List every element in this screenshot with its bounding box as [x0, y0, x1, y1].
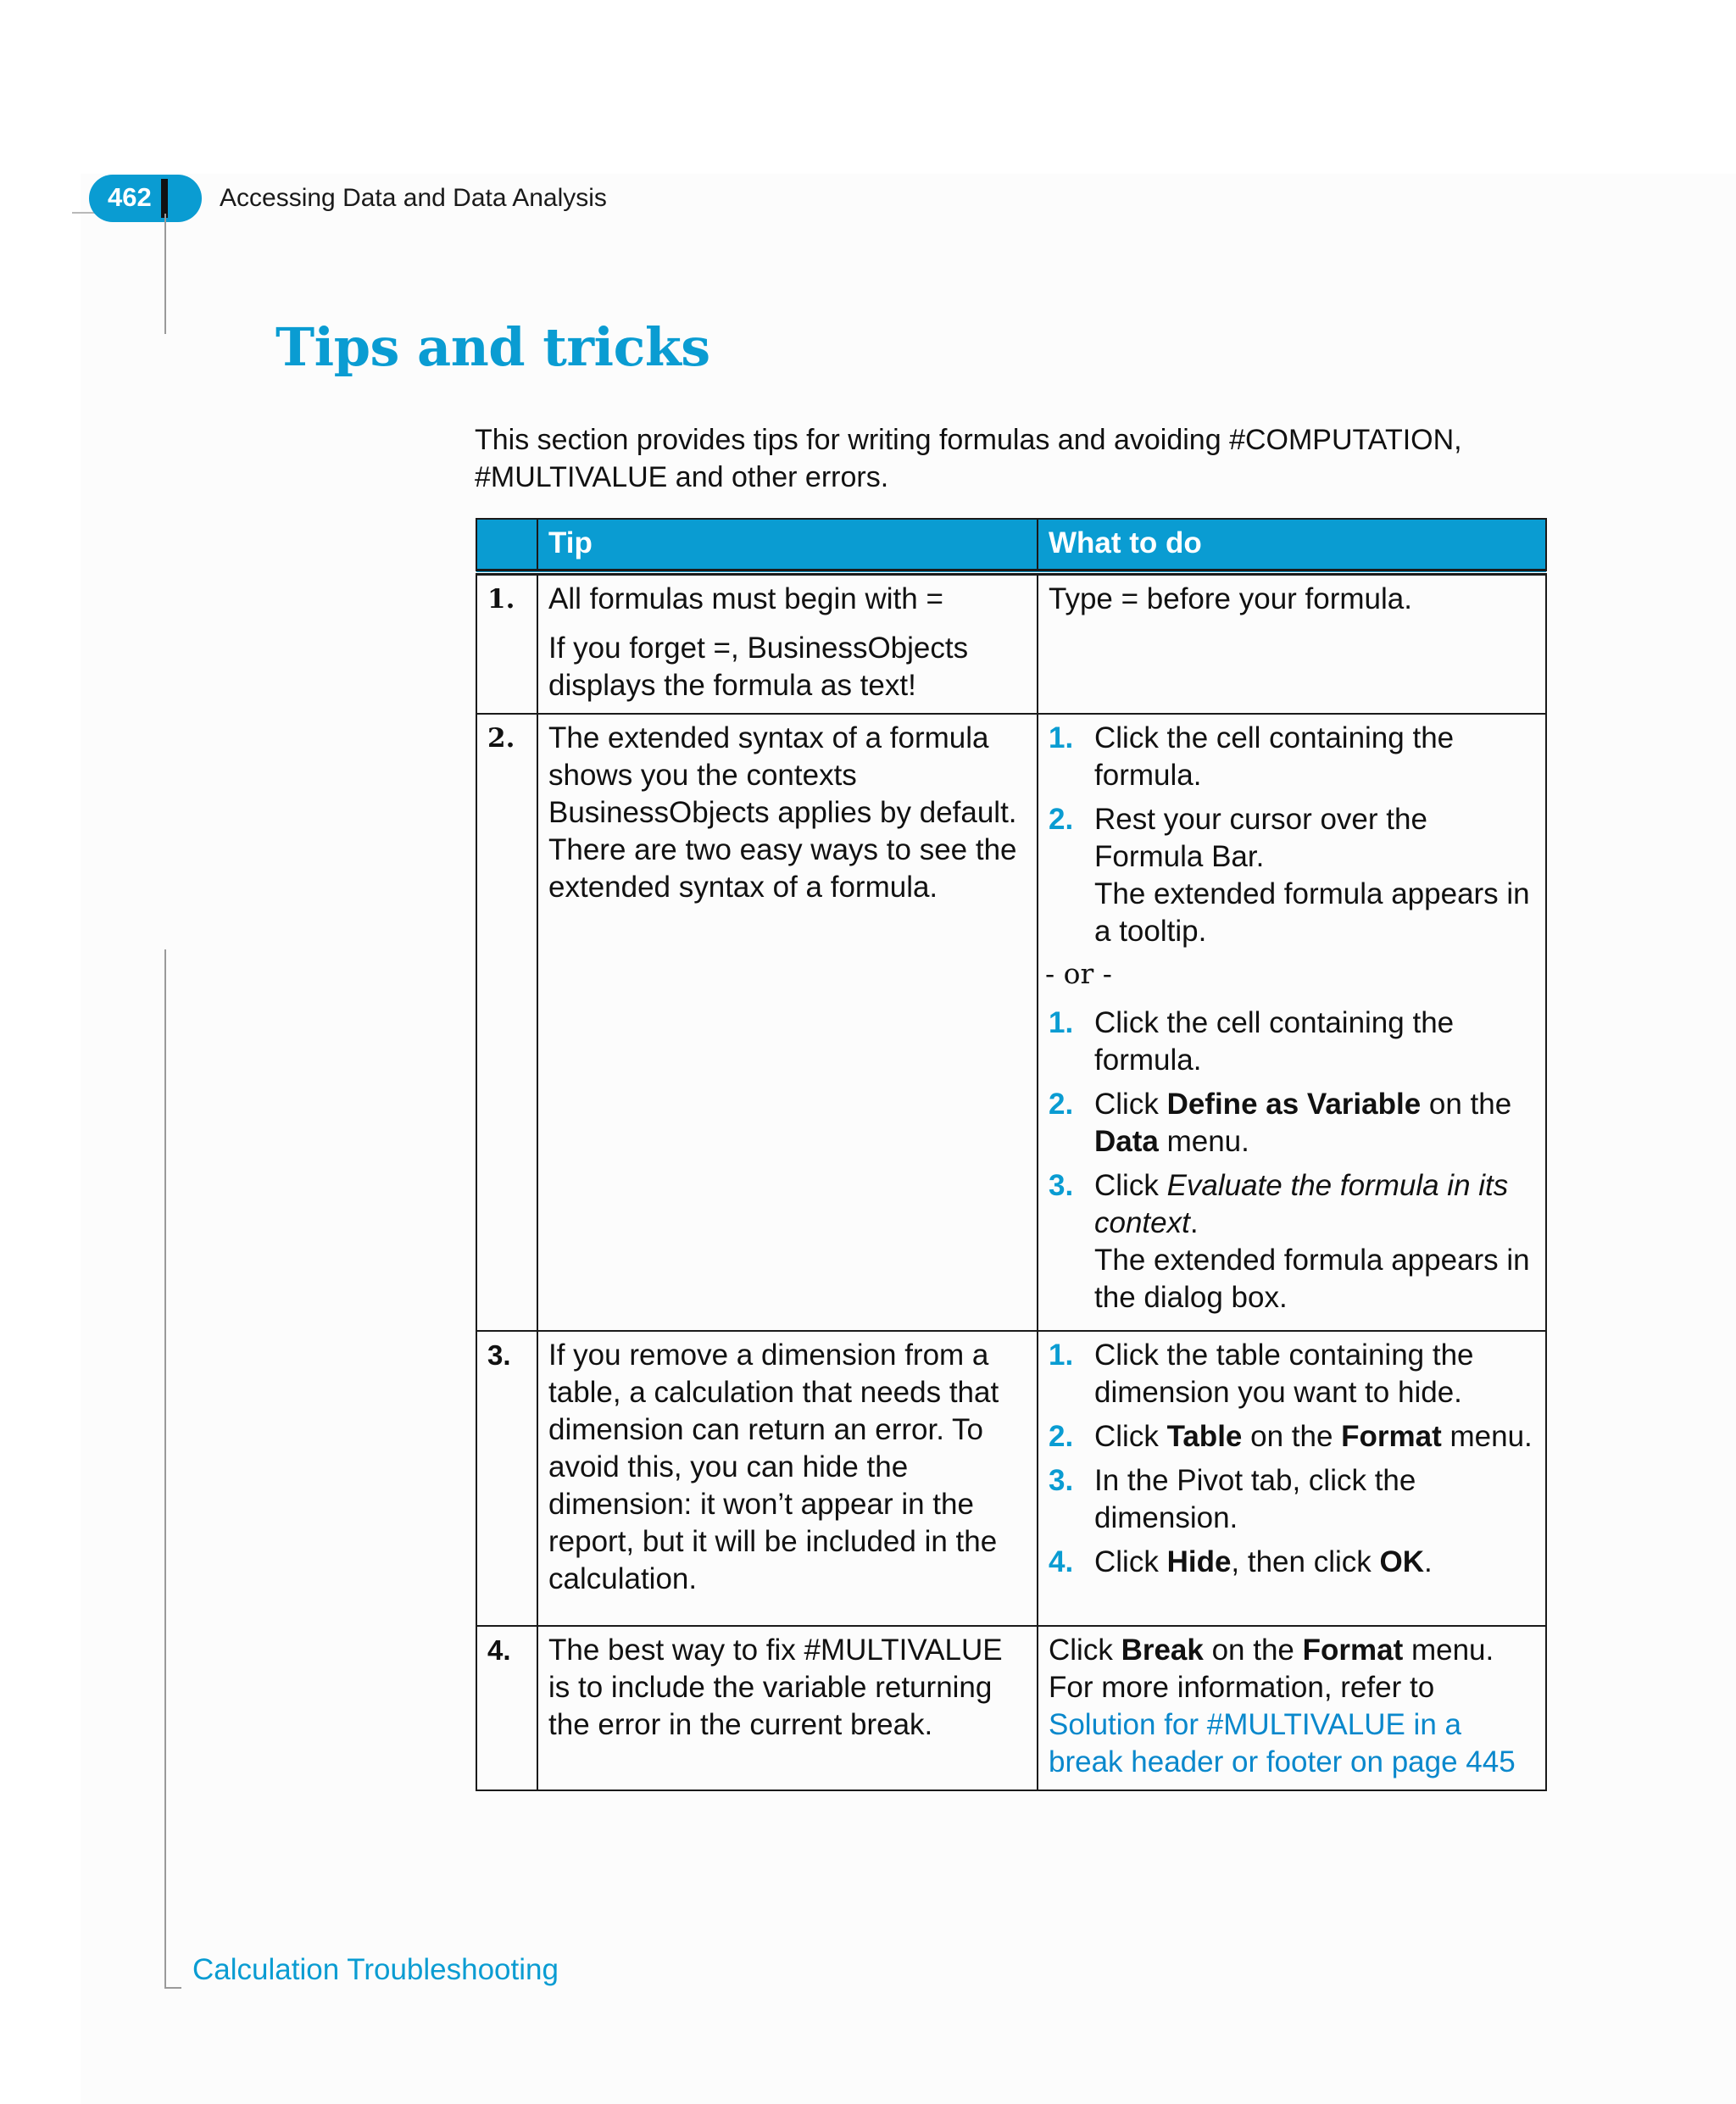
steps-list: [1049, 1005, 1535, 1316]
text-run: Click: [1094, 1545, 1167, 1578]
text-run: Click: [1049, 1634, 1121, 1667]
step-item: [1049, 1462, 1535, 1537]
text-run: .: [1189, 1206, 1199, 1239]
text-run: on the: [1242, 1420, 1342, 1453]
button-name: OK: [1379, 1545, 1424, 1578]
text-run: Click: [1094, 1088, 1167, 1121]
step-result: The extended formula appears in the dialog box.: [1094, 1244, 1530, 1314]
step-instruction: Rest your cursor over the Formula Bar.: [1094, 803, 1427, 873]
header-what-to-do: What to do: [1038, 519, 1546, 572]
step-text: [1094, 1418, 1535, 1456]
step-number: 1.: [1049, 1339, 1074, 1372]
step-item: [1049, 1005, 1535, 1079]
text-run: , then click: [1231, 1545, 1380, 1578]
tips-table: [476, 518, 1547, 1791]
tip-text: The best way to fix #MULTIVALUE is to include the variable returning the error in the current break.: [548, 1634, 1003, 1741]
intro-paragraph: This section provides tips for writing formulas and avoiding #COMPUTATION, #MULTIVALUE and other errors.: [475, 424, 1462, 493]
row-number: 3.: [476, 1331, 537, 1626]
margin-line-bottom: [164, 949, 166, 1989]
step-item: [1049, 1086, 1535, 1161]
row-number: 4.: [476, 1626, 537, 1790]
tip-text: If you remove a dimension from a table, a calculation that needs that dimension can return an error. To avoid this, you can hide the dimension: it won’t appear in the report, but it will be included in the calculation.: [548, 1339, 999, 1595]
text-run: on the: [1421, 1088, 1512, 1121]
option-name: Evaluate the formula in its context: [1094, 1169, 1509, 1239]
step-item: [1049, 1337, 1535, 1411]
what-text: [1049, 1632, 1535, 1781]
step-number: 2.: [1049, 1420, 1074, 1453]
what-text: Type = before your formula.: [1049, 582, 1412, 615]
margin-line-top: [164, 214, 166, 334]
step-number: 4.: [1049, 1545, 1074, 1578]
text-run: menu. For more information, refer to: [1049, 1634, 1494, 1704]
or-separator: - or -: [1045, 957, 1112, 990]
step-number: 3.: [1049, 1169, 1074, 1202]
menu-command: Break: [1121, 1634, 1204, 1667]
row-number: 2.: [476, 714, 537, 1331]
table-row: [476, 714, 1546, 1331]
text-run: .: [1424, 1545, 1433, 1578]
what-cell: [1038, 714, 1546, 1331]
header-number-cell: [476, 519, 537, 572]
step-text: Click the cell containing the formula.: [1094, 721, 1455, 792]
page-number-bar: [161, 179, 168, 218]
menu-name: Data: [1094, 1125, 1159, 1158]
cross-reference-link[interactable]: Solution for #MULTIVALUE in a break header or footer on page 445: [1049, 1708, 1516, 1778]
menu-command: Table: [1166, 1420, 1243, 1453]
step-text: In the Pivot tab, click the dimension.: [1094, 1464, 1416, 1534]
button-name: Hide: [1166, 1545, 1232, 1578]
menu-command: Define as Variable: [1166, 1088, 1422, 1121]
section-title: Tips and tricks: [275, 316, 710, 378]
step-text: [1094, 1544, 1535, 1581]
text-run: on the: [1203, 1634, 1303, 1667]
step-number: 2.: [1049, 1088, 1074, 1121]
tip-text: The extended syntax of a formula shows you the contexts BusinessObjects applies by default. There are two easy ways to see the extended syntax of a formula.: [548, 721, 1017, 904]
page-number: 462: [108, 182, 152, 212]
what-cell: [1038, 572, 1546, 714]
what-cell: [1038, 1331, 1546, 1626]
menu-name: Format: [1341, 1420, 1442, 1453]
footer-section-name: Calculation Troubleshooting: [192, 1953, 559, 1986]
menu-name: Format: [1302, 1634, 1404, 1667]
tip-cell: [537, 1331, 1038, 1626]
step-item: [1049, 1418, 1535, 1456]
table-row: [476, 572, 1546, 714]
tip-cell: [537, 572, 1038, 714]
table-header-row: [476, 519, 1546, 572]
table-row: [476, 1626, 1546, 1790]
steps-list: [1049, 720, 1535, 950]
step-text: [1094, 801, 1535, 950]
running-header: Accessing Data and Data Analysis: [220, 184, 607, 212]
step-item: [1049, 1167, 1535, 1316]
table-row: [476, 1331, 1546, 1626]
step-text: [1094, 1086, 1535, 1161]
step-item: [1049, 801, 1535, 950]
step-number: 3.: [1049, 1464, 1074, 1497]
row-number: 1.: [476, 572, 537, 714]
step-number: 1.: [1049, 1006, 1074, 1039]
text-run: Click: [1094, 1420, 1167, 1453]
step-result: The extended formula appears in a tooltip.: [1094, 877, 1530, 948]
text-run: menu.: [1441, 1420, 1533, 1453]
step-number: 1.: [1049, 721, 1074, 754]
what-cell: [1038, 1626, 1546, 1790]
step-text: [1094, 1167, 1535, 1316]
tip-cell: [537, 1626, 1038, 1790]
tip-text: All formulas must begin with =: [548, 582, 943, 615]
footer-tick: [164, 1987, 181, 1989]
text-run: menu.: [1158, 1125, 1249, 1158]
tip-cell: [537, 714, 1038, 1331]
header-tip: Tip: [537, 519, 1038, 572]
step-number: 2.: [1049, 803, 1074, 836]
step-text: Click the table containing the dimension you want to hide.: [1094, 1339, 1474, 1409]
tip-text: If you forget =, BusinessObjects displays the formula as text!: [548, 632, 969, 702]
step-item: [1049, 720, 1535, 794]
steps-list: [1049, 1337, 1535, 1581]
text-run: Click: [1094, 1169, 1167, 1202]
step-text: Click the cell containing the formula.: [1094, 1006, 1455, 1077]
step-item: [1049, 1544, 1535, 1581]
